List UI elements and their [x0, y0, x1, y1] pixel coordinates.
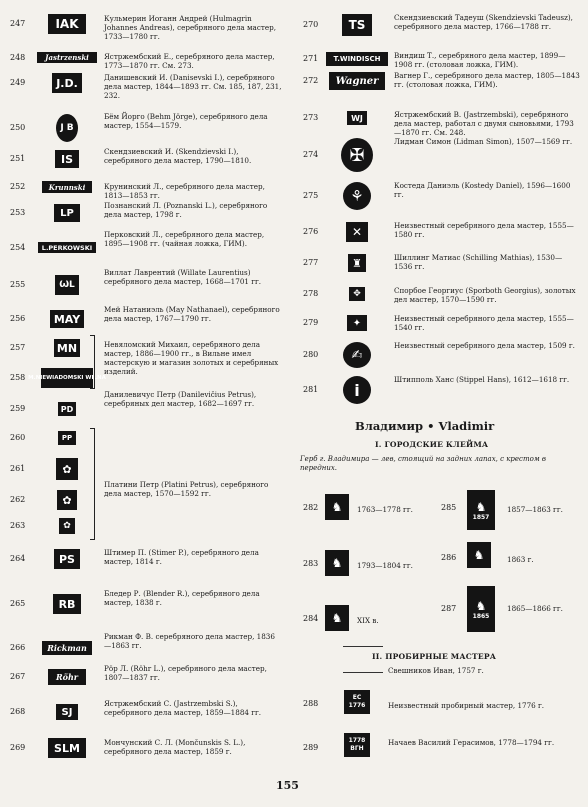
entry-number: 286 — [441, 553, 457, 562]
hallmark-stamp: TS — [342, 14, 372, 36]
group-bracket-257-258 — [90, 335, 95, 389]
entry-number: 272 — [303, 76, 319, 85]
entry-number: 287 — [441, 604, 457, 613]
entry-description: Мончунский С. Л. (Mončunskis S. L.), серебряного дела мастер, 1859 г. — [104, 738, 246, 756]
divider-assayer — [343, 672, 383, 673]
entry-description: Познанский Л. (Poznanski L.), серебряного дела мастер, 1798 г. — [104, 201, 268, 219]
entry-description: Бём Йорго (Behm Jörge), серебряного дела мастер, 1554—1579. — [104, 112, 268, 130]
hallmark-stamp: IS — [55, 150, 79, 168]
hallmark-stamp: L.PERKOWSKI — [38, 242, 96, 253]
entry-description: Данилевичус Петр (Danilevičius Petrus), серебряных дел мастер, 1682—1697 гг. — [104, 390, 257, 408]
hallmark-stamp: J B — [56, 114, 78, 142]
entry-description: Начаев Василий Герасимов, 1778—1794 гг. — [388, 738, 555, 747]
mark-year: 1865 — [472, 612, 490, 620]
lion-icon: ♞ — [331, 500, 343, 514]
hallmark-stamp: ✦ — [347, 315, 367, 331]
lion-city-mark — [467, 490, 495, 530]
hallmark-stamp: J.D. — [52, 73, 82, 93]
hallmark-stamp: M.NIEWIADOMSKI WILNA — [41, 368, 93, 388]
mark-date: 1763—1778 гг. — [357, 505, 413, 514]
entry-description: Платини Петр (Platini Petrus), серебряного дела мастер, 1570—1592 гг. — [104, 480, 269, 498]
entry-number: 279 — [303, 318, 319, 327]
entry-number: 256 — [10, 314, 26, 323]
entry-description: Вагнер Г., серебряного дела мастер, 1805—1843 гг. (столовая ложка, ГИМ). — [394, 71, 580, 89]
entry-description: Невяломский Михаил, серебряного дела мастер, 1886—1900 гг., в Вильне имел мастерскую и магазин золотых и серебряных изделий. — [104, 340, 279, 376]
lion-city-mark — [467, 542, 491, 568]
entry-description: Штипполь Ханс (Stippel Hans), 1612—1618 гг. — [394, 375, 570, 384]
lion-icon: ♞ — [331, 611, 343, 625]
lion-city-mark — [325, 494, 349, 520]
hallmark-stamp: ✠ — [341, 138, 373, 172]
entry-description: Перковский Л., серебряного дела мастер, 1895—1908 гг. (чайная ложка, ГИМ). — [104, 230, 265, 248]
entry-number: 267 — [10, 672, 26, 681]
entry-description: Кульмерин Иоганн Андрей (Hulmagrin Johannes Andreas), серебряного дела мастер, 1733—1780 гг. — [104, 14, 276, 41]
entry-description: Рöр Л. (Röhr L.), серебряного дела мастер, 1807—1837 гг. — [104, 664, 267, 682]
hallmark-stamp: ✿ — [57, 490, 77, 510]
section-title-assayers: II. ПРОБИРНЫЕ МАСТЕРА — [372, 652, 497, 661]
mark-date: 1793—1804 гг. — [357, 561, 413, 570]
entry-number: 260 — [10, 433, 26, 442]
hallmark-stamp: RB — [53, 594, 81, 614]
entry-description: Неизвестный пробирный мастер, 1776 г. — [388, 701, 545, 710]
city-heading: Владимир • Vladimir — [355, 419, 495, 433]
entry-number: 273 — [303, 113, 319, 122]
entry-description: Виндиш Т., серебряного дела мастер, 1899—1908 гг. (столовая ложка, ГИМ). — [394, 51, 566, 69]
entry-number: 250 — [10, 123, 26, 132]
entry-number: 288 — [303, 699, 319, 708]
entry-number: 254 — [10, 242, 26, 252]
hallmark-stamp: T.WINDISCH — [326, 52, 388, 66]
entry-number: 281 — [303, 385, 319, 394]
entry-number: 276 — [303, 227, 319, 236]
entry-description: Мей Натаниэль (May Nathanael), серебряного дела мастер, 1767—1790 гг. — [104, 305, 280, 323]
mark-date: 1863 г. — [507, 555, 534, 564]
lion-city-mark — [467, 586, 495, 632]
entry-description: Бледер Р. (Blender R.), серебряного дела мастер, 1838 г. — [104, 589, 260, 607]
entry-description: Виллат Лаврентий (Willate Laurentius) серебряного дела мастер, 1668—1701 гг. — [104, 268, 262, 286]
entry-description: Скендзиевский И. (Skendzievski I.), серебряного дела мастер, 1790—1810. — [104, 147, 252, 165]
hallmark-stamp: ѠL — [55, 275, 79, 295]
entry-description: Шиллинг Матиас (Schilling Mathias), 1530—1536 гг. — [394, 253, 563, 271]
entry-description: Ястржембский В. (Jastrzembski), серебряного дела мастер, работал с двумя сыновьями, 1793—1870 гг. См. 248. — [394, 110, 574, 137]
hallmark-stamp: PD — [58, 402, 76, 416]
entry-number: 274 — [303, 150, 319, 159]
entry-number: 261 — [10, 464, 26, 473]
hallmark-stamp: Röhr — [48, 669, 86, 685]
entry-description: Свешников Иван, 1757 г. — [388, 666, 484, 675]
entry-number: 251 — [10, 154, 26, 163]
entry-number: 248 — [10, 52, 26, 62]
hallmark-stamp: SJ — [56, 704, 78, 720]
group-bracket-260-263 — [90, 428, 95, 540]
hallmark-stamp: Rickman — [42, 641, 92, 655]
entry-number: 284 — [303, 614, 319, 623]
entry-description: Скендзиевский Тадеуш (Skendzievski Tadeusz), серебряного дела мастер, 1766—1788 гг. — [394, 13, 573, 31]
hallmark-stamp: ✿ — [59, 518, 75, 534]
mark-date: 1865—1866 гг. — [507, 604, 563, 613]
page-number: 155 — [276, 779, 299, 792]
entry-description: Ястржембский С. (Jastrzembski S.), серебряного дела мастер, 1859—1884 гг. — [104, 699, 262, 717]
hallmark-stamp: Jastrzenski — [37, 52, 97, 63]
hallmark-stamp: WJ — [347, 111, 367, 125]
entry-number: 262 — [10, 495, 26, 504]
entry-number: 280 — [303, 350, 319, 359]
entry-number: 275 — [303, 191, 319, 200]
entry-description: Неизвестный серебряного дела мастер, 1509 г. — [394, 341, 575, 350]
hallmark-stamp: ✿ — [56, 458, 78, 480]
entry-description: Рикман Ф. В. серебряного дела мастер, 1836—1863 гг. — [104, 632, 275, 650]
entry-description: Неизвестный серебряного дела мастер, 1555—1580 гг. — [394, 221, 574, 239]
lion-icon: ♞ — [475, 499, 487, 514]
entry-number: 278 — [303, 289, 319, 298]
entry-number: 289 — [303, 743, 319, 752]
entry-number: 263 — [10, 521, 26, 530]
hallmark-stamp: Krunnski — [42, 181, 92, 193]
entry-number: 253 — [10, 208, 26, 217]
entry-number: 270 — [303, 20, 319, 29]
entry-number: 255 — [10, 280, 26, 289]
entry-number: 282 — [303, 503, 319, 512]
mark-date: 1857—1863 гг. — [507, 505, 563, 514]
entry-description: Неизвестный серебряного дела мастер, 1555—1540 гг. — [394, 314, 574, 332]
entry-description: Лидман Симон (Lidman Simon), 1507—1569 гг. — [394, 137, 573, 146]
hallmark-stamp: ⚘ — [343, 182, 371, 210]
entry-number: 266 — [10, 643, 26, 652]
divider — [343, 646, 383, 647]
entry-description: Крунинский Л., серебряного дела мастер, 1813—1853 гг. — [104, 182, 265, 200]
entry-number: 264 — [10, 554, 26, 563]
entry-description: Костеда Даниэль (Kostedy Daniel), 1596—1600 гг. — [394, 181, 571, 199]
entry-number: 257 — [10, 343, 26, 352]
assayer-stamp: 1778 ВГН — [344, 733, 370, 757]
entry-number: 268 — [10, 707, 26, 716]
hallmark-stamp: ♜ — [348, 254, 366, 272]
hallmark-stamp: SLM — [48, 738, 86, 758]
hallmark-stamp: Wagner — [329, 72, 385, 90]
entry-number: 259 — [10, 404, 26, 413]
assayer-stamp: EC 1776 — [344, 690, 370, 714]
mark-year: 1857 — [472, 513, 490, 521]
entry-description: Штимер П. (Stimer P.), серебряного дела мастер, 1814 г. — [104, 548, 259, 566]
hallmark-stamp: IAK — [48, 14, 86, 34]
entry-description: Спорбое Георгиус (Sporboth Georgius), золотых дел мастер, 1570—1590 гг. — [394, 286, 576, 304]
lion-city-mark — [325, 550, 349, 576]
hallmark-stamp: LP — [54, 204, 80, 222]
entry-number: 247 — [10, 19, 26, 28]
hallmark-stamp: PP — [58, 431, 76, 445]
hallmark-stamp: ✕ — [346, 222, 368, 242]
entry-number: 269 — [10, 743, 26, 752]
entry-number: 271 — [303, 54, 319, 63]
hallmark-stamp: ✥ — [349, 287, 365, 301]
hallmark-stamp: PS — [54, 549, 80, 569]
hallmark-stamp: ✍ — [343, 342, 371, 368]
section-caption: Герб г. Владимира — лев, стоящий на задних лапах, с крестом в передних. — [300, 455, 546, 472]
entry-description: Ястржембский Е., серебряного дела мастер, 1773—1870 гг. См. 273. — [104, 52, 275, 70]
lion-icon: ♞ — [473, 548, 485, 562]
mark-date: XIX в. — [357, 616, 379, 625]
entry-number: 265 — [10, 599, 26, 608]
entry-description: Данишевский И. (Danisevski I.), серебряного дела мастер, 1844—1893 гг. См. 185, 187, 231, 232. — [104, 73, 282, 100]
entry-number: 252 — [10, 182, 26, 191]
lion-icon: ♞ — [331, 556, 343, 570]
lion-city-mark — [325, 605, 349, 631]
entry-number: 249 — [10, 78, 26, 87]
entry-number: 277 — [303, 258, 319, 267]
section-title-city-marks: I. ГОРОДСКИЕ КЛЕЙМА — [375, 440, 489, 449]
hallmark-stamp: MAY — [50, 310, 84, 328]
entry-number: 285 — [441, 503, 457, 512]
entry-number: 258 — [10, 373, 26, 382]
entry-number: 283 — [303, 559, 319, 568]
hallmark-stamp: MN — [54, 339, 80, 357]
hallmark-stamp: i — [343, 376, 371, 404]
lion-icon: ♞ — [475, 598, 487, 613]
